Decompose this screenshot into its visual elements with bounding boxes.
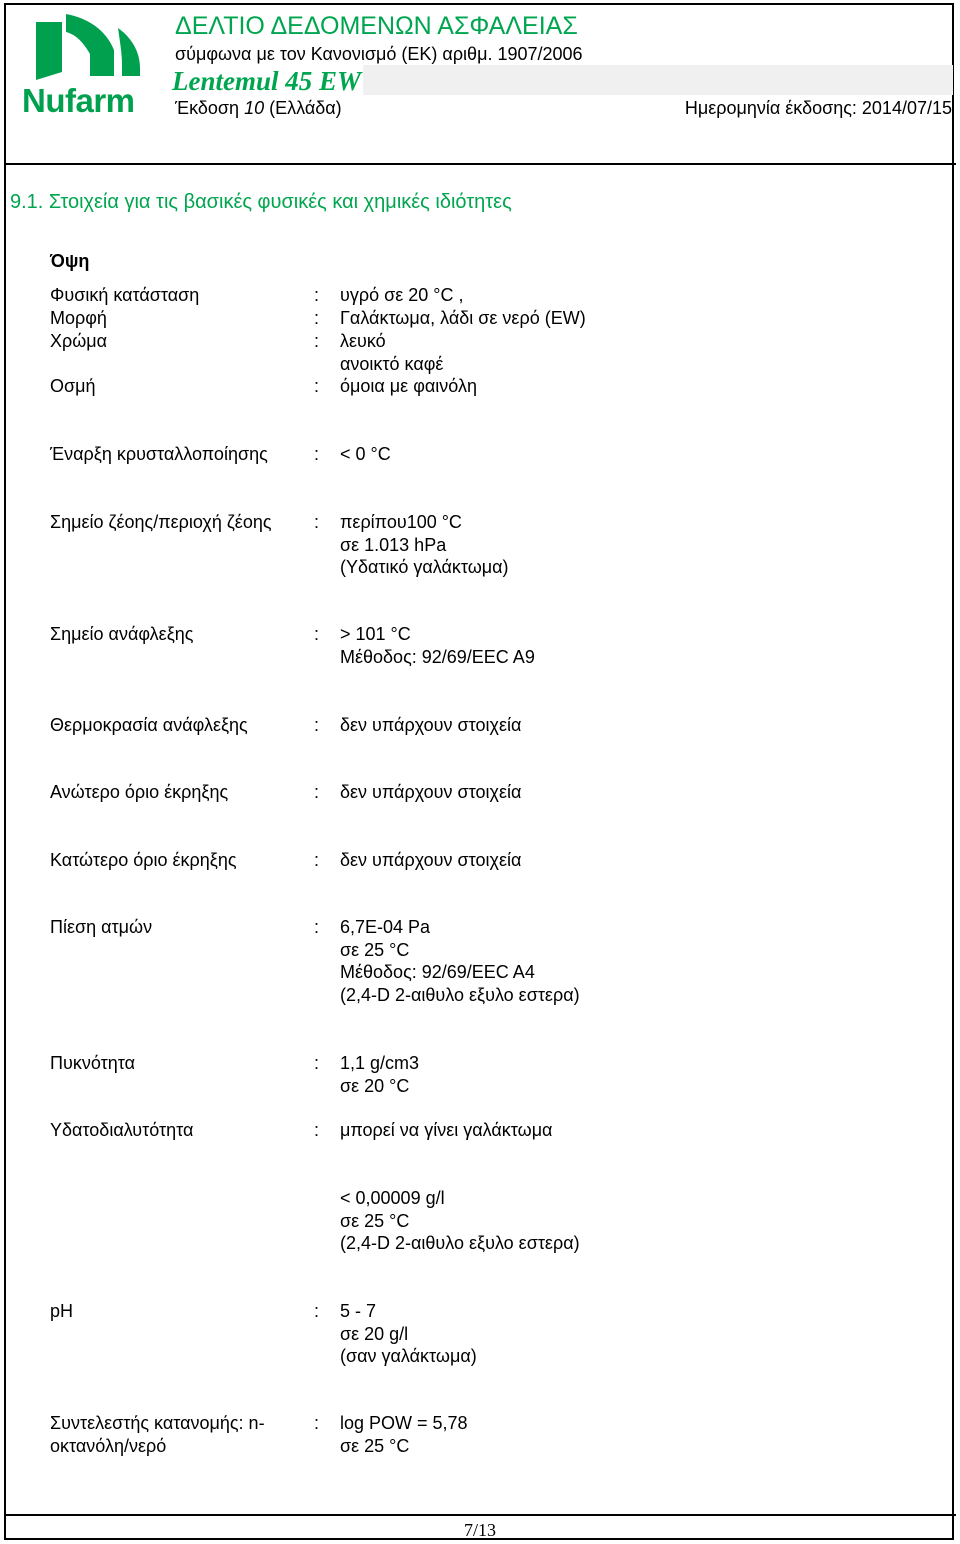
colon-separator: : xyxy=(314,624,320,644)
property-value: σε 25 °C xyxy=(340,1435,410,1456)
version-number: 10 xyxy=(244,98,265,118)
colon-separator: : xyxy=(314,285,320,305)
property-value: δεν υπάρχουν στοιχεία xyxy=(340,850,522,870)
property-label: Ανώτερο όριο έκρηξης xyxy=(50,782,229,802)
property-value: (σαν γαλάκτωμα) xyxy=(340,1346,477,1367)
colon-separator: : xyxy=(314,1413,320,1433)
property-value: (2,4-D 2-αιθυλο εξυλο εστερα) xyxy=(340,984,580,1005)
property-value: (2,4-D 2-αιθυλο εξυλο εστερα) xyxy=(340,1233,580,1254)
property-values xyxy=(340,1119,940,1142)
property-value: log POW = 5,78 xyxy=(340,1413,468,1433)
property-label: Οσμή xyxy=(50,376,96,396)
property-label: Υδατοδιαλυτότητα xyxy=(50,1120,194,1140)
property-value: δεν υπάρχουν στοιχεία xyxy=(340,715,522,735)
property-value: Γαλάκτωμα, λάδι σε νερό (EW) xyxy=(340,308,586,328)
property-value: σε 1.013 hPa xyxy=(340,534,447,555)
property-value: Μέθοδος: 92/69/EEC A9 xyxy=(340,646,535,667)
property-value: Μέθοδος: 92/69/EEC A4 xyxy=(340,962,535,983)
property-values xyxy=(340,781,940,804)
product-name: Lentemul 45 EW xyxy=(172,66,362,96)
property-value: υγρό σε 20 °C , xyxy=(340,285,464,305)
property-label: Θερμοκρασία ανάφλεξης xyxy=(50,715,248,735)
property-values xyxy=(340,284,940,307)
colon-separator: : xyxy=(314,444,320,464)
property-values xyxy=(340,916,940,1006)
property-value: μπορεί να γίνει γαλάκτωμα xyxy=(340,1120,553,1140)
property-value: όμοια με φαινόλη xyxy=(340,376,477,396)
colon-separator: : xyxy=(314,1120,320,1140)
property-value: 6,7E-04 Pa xyxy=(340,917,431,937)
colon-separator: : xyxy=(314,331,320,351)
property-label: pH xyxy=(50,1301,74,1321)
property-label: Μορφή xyxy=(50,308,107,328)
version-suffix: (Ελλάδα) xyxy=(269,98,342,118)
property-values xyxy=(340,307,940,330)
property-label: Φυσική κατάσταση xyxy=(50,285,200,305)
property-value: σε 25 °C xyxy=(340,939,410,960)
property-label: Έναρξη κρυσταλλοποίησης xyxy=(50,444,268,464)
version-line xyxy=(175,98,342,119)
colon-separator: : xyxy=(314,1301,320,1321)
appearance-subheading: Όψη xyxy=(50,251,90,271)
property-value: δεν υπάρχουν στοιχεία xyxy=(340,782,522,802)
property-values xyxy=(340,443,940,466)
colon-separator: : xyxy=(314,850,320,870)
property-label: Πίεση ατμών xyxy=(50,917,153,937)
property-value: < 0,00009 g/l xyxy=(340,1188,445,1208)
property-values xyxy=(340,330,940,375)
property-values xyxy=(340,375,940,398)
version-prefix: Έκδοση xyxy=(175,98,240,118)
property-value: ανοικτό καφέ xyxy=(340,353,444,374)
property-label: Κατώτερο όριο έκρηξης xyxy=(50,850,237,870)
property-values xyxy=(340,1052,940,1097)
header-divider xyxy=(4,163,956,165)
property-values xyxy=(340,1187,940,1255)
issue-date: Ημερομηνία έκδοσης: 2014/07/15 xyxy=(684,98,952,118)
colon-separator: : xyxy=(314,376,320,396)
property-values xyxy=(340,849,940,872)
logo-wordmark: Nufarm xyxy=(22,82,135,119)
property-value: 5 - 7 xyxy=(340,1301,377,1321)
property-value: σε 25 °C xyxy=(340,1210,410,1231)
property-value: 1,1 g/cm3 xyxy=(340,1053,420,1073)
property-value: (Υδατικό γαλάκτωμα) xyxy=(340,557,509,578)
section-title: 9.1. Στοιχεία για τις βασικές φυσικές και χημικές ιδιότητες xyxy=(10,191,512,213)
property-value: < 0 °C xyxy=(340,444,391,464)
property-label: Σημείο ζέοης/περιοχή ζέοης xyxy=(50,512,272,532)
property-values xyxy=(340,1300,940,1368)
regulation-line: σύμφωνα με τον Κανονισμό (ΕΚ) αριθμ. 1907/2006 xyxy=(175,44,583,64)
header-shade xyxy=(363,65,953,95)
colon-separator: : xyxy=(314,917,320,937)
property-values xyxy=(340,714,940,737)
property-value: σε 20 °C xyxy=(340,1075,410,1096)
property-values xyxy=(340,1412,940,1457)
property-value: > 101 °C xyxy=(340,624,411,644)
colon-separator: : xyxy=(314,782,320,802)
colon-separator: : xyxy=(314,715,320,735)
property-label: Πυκνότητα xyxy=(50,1053,135,1073)
colon-separator: : xyxy=(314,512,320,532)
property-values xyxy=(340,511,940,579)
leaf-logo-icon xyxy=(22,12,152,92)
property-label: Συντελεστής κατανομής: n-οκτανόλη/νερό xyxy=(50,1413,265,1456)
property-values xyxy=(340,623,940,668)
page-number: 7/13 xyxy=(463,1520,496,1540)
colon-separator: : xyxy=(314,1053,320,1073)
property-label: Σημείο ανάφλεξης xyxy=(50,624,194,644)
colon-separator: : xyxy=(314,308,320,328)
property-label: Χρώμα xyxy=(50,331,108,351)
property-value: λευκό xyxy=(340,331,386,351)
footer-divider xyxy=(4,1514,956,1516)
property-value: περίπου100 °C xyxy=(340,512,462,532)
document-title: ΔΕΛΤΙΟ ΔΕΔΟΜΕΝΩΝ ΑΣΦΑΛΕΙΑΣ xyxy=(175,12,578,40)
property-value: σε 20 g/l xyxy=(340,1323,409,1344)
